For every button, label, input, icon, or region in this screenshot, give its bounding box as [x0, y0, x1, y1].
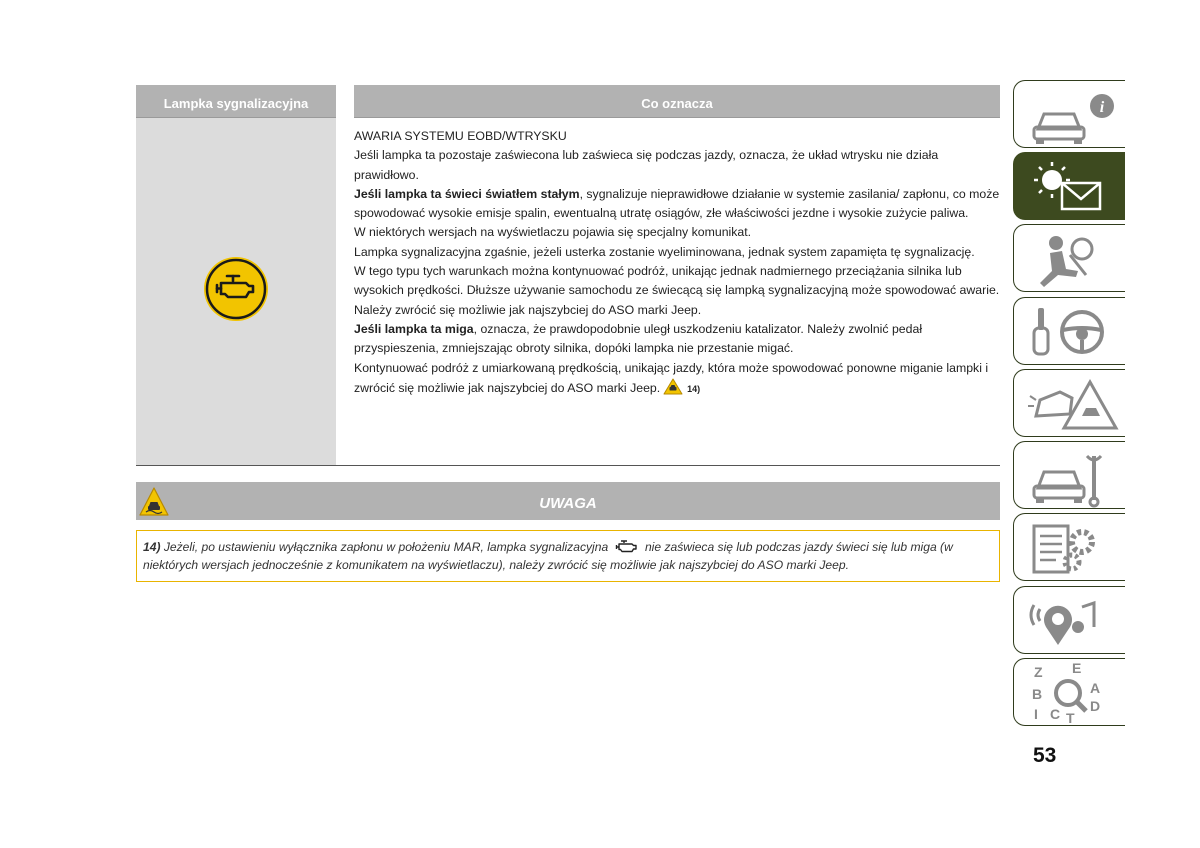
col-header-meaning: Co oznacza	[354, 85, 1000, 117]
chapter-tab[interactable]	[1013, 297, 1125, 365]
note-text-before: Jeżeli, po ustawieniu wyłącznika zapłonu w położeniu MAR, lampka sygnalizacyjna	[163, 540, 609, 554]
warning-car-icon	[138, 486, 170, 523]
description-paragraph	[354, 243, 1000, 262]
warning-note	[136, 530, 1000, 582]
paragraph-text: , oznacza, że prawdopodobnie uległ uszkodzeniu katalizator. Należy zwolnić pedał przyspieszenia, zmniejszając obroty silnika, dopóki lampka nie przestanie migać.	[354, 321, 923, 356]
warning-car-icon	[663, 378, 683, 401]
engine-check-small-icon	[614, 539, 640, 557]
svg-text:C: C	[1050, 706, 1061, 722]
paragraph-text: Lampka sygnalizacyjna zgaśnie, jeżeli usterka zostanie wyeliminowana, jednak system zapamięta tę sygnalizację.	[354, 244, 975, 259]
page-number: 53	[1033, 744, 1057, 767]
svg-text:E: E	[1072, 660, 1082, 676]
svg-text:A: A	[1090, 680, 1101, 696]
paragraph-text: Kontynuować podróż z umiarkowaną prędkością, unikając jazdy, która może spowodować ponowne miganie lampki i zwrócić się możliwie jak najszybciej do ASO marki Jeep.	[354, 360, 989, 395]
bold-lead: Jeśli lampka ta miga	[354, 321, 474, 336]
meaning-cell	[354, 117, 1000, 465]
description-paragraph	[354, 301, 1000, 320]
table-header	[136, 85, 1000, 117]
description-paragraph	[354, 146, 1000, 185]
svg-text:I: I	[1034, 706, 1038, 722]
table-row	[136, 117, 1000, 466]
paragraph-text: W tego typu tych warunkach można kontynuować podróż, unikając jednak nadmiernego przeciążania silnika lub wysokich prędkości. Dłuższe używanie samochodu ze świecącą się lampką sygnalizacyjną może spowodować awarie.	[354, 264, 1000, 298]
description-paragraph	[354, 359, 1000, 402]
note-text-after: nie zaświeca się lub podczas jazdy świeci się lub miga (w niektórych wersjach jednocześnie z komunikatem na wyświetlaczu), należy zwrócić się możliwie jak najszybciej do ASO marki Jeep.	[143, 540, 953, 572]
paragraph-text: AWARIA SYSTEMU EOBD/WTRYSKU	[354, 129, 567, 143]
chapter-tab[interactable]	[1013, 441, 1125, 509]
engine-check-icon	[201, 254, 271, 329]
col-header-lamp: Lampka sygnalizacyjna	[136, 85, 336, 117]
warning-light-table	[136, 85, 1000, 466]
warning-header	[136, 482, 1000, 520]
chapter-tab[interactable]	[1013, 586, 1125, 654]
svg-text:T: T	[1066, 710, 1075, 726]
warning-title: UWAGA	[539, 494, 597, 512]
paragraph-text: Należy zwrócić się możliwie jak najszybciej do ASO marki Jeep.	[354, 302, 702, 317]
bold-lead: Jeśli lampka ta świeci światłem stałym	[354, 186, 580, 201]
description-paragraph	[354, 223, 1000, 242]
chapter-tab[interactable]	[1013, 369, 1125, 437]
note-reference[interactable]: 14)	[687, 383, 701, 394]
paragraph-text: Jeśli lampka ta pozostaje zaświecona lub zaświeca się podczas jazdy, oznacza, że układ wtrysku nie działa prawidłowo.	[354, 148, 939, 182]
description-paragraph	[354, 320, 1000, 359]
paragraph-text: , sygnalizuje nieprawidłowe działanie w systemie zasilania/ zapłonu, co może spowodować wysokie emisje spalin, ewentualną utratę osiągów, złe właściwości jezdne i wysokie zużycie paliwa.	[354, 186, 1000, 221]
description-paragraph	[354, 262, 1000, 301]
svg-text:D: D	[1090, 698, 1101, 714]
svg-text:i: i	[1099, 99, 1105, 116]
chapter-tab[interactable]	[1013, 224, 1125, 292]
chapter-tab[interactable]	[1013, 658, 1125, 726]
chapter-tab[interactable]	[1013, 80, 1125, 148]
description-paragraph	[354, 127, 1000, 146]
chapter-tab[interactable]	[1013, 513, 1125, 581]
chapter-tab[interactable]	[1013, 152, 1125, 220]
lamp-cell	[136, 117, 336, 465]
description-paragraph	[354, 185, 1000, 224]
svg-text:B: B	[1032, 686, 1043, 702]
note-number: 14)	[143, 540, 161, 554]
svg-text:Z: Z	[1034, 664, 1043, 680]
paragraph-text: W niektórych wersjach na wyświetlaczu pojawia się specjalny komunikat.	[354, 225, 752, 240]
